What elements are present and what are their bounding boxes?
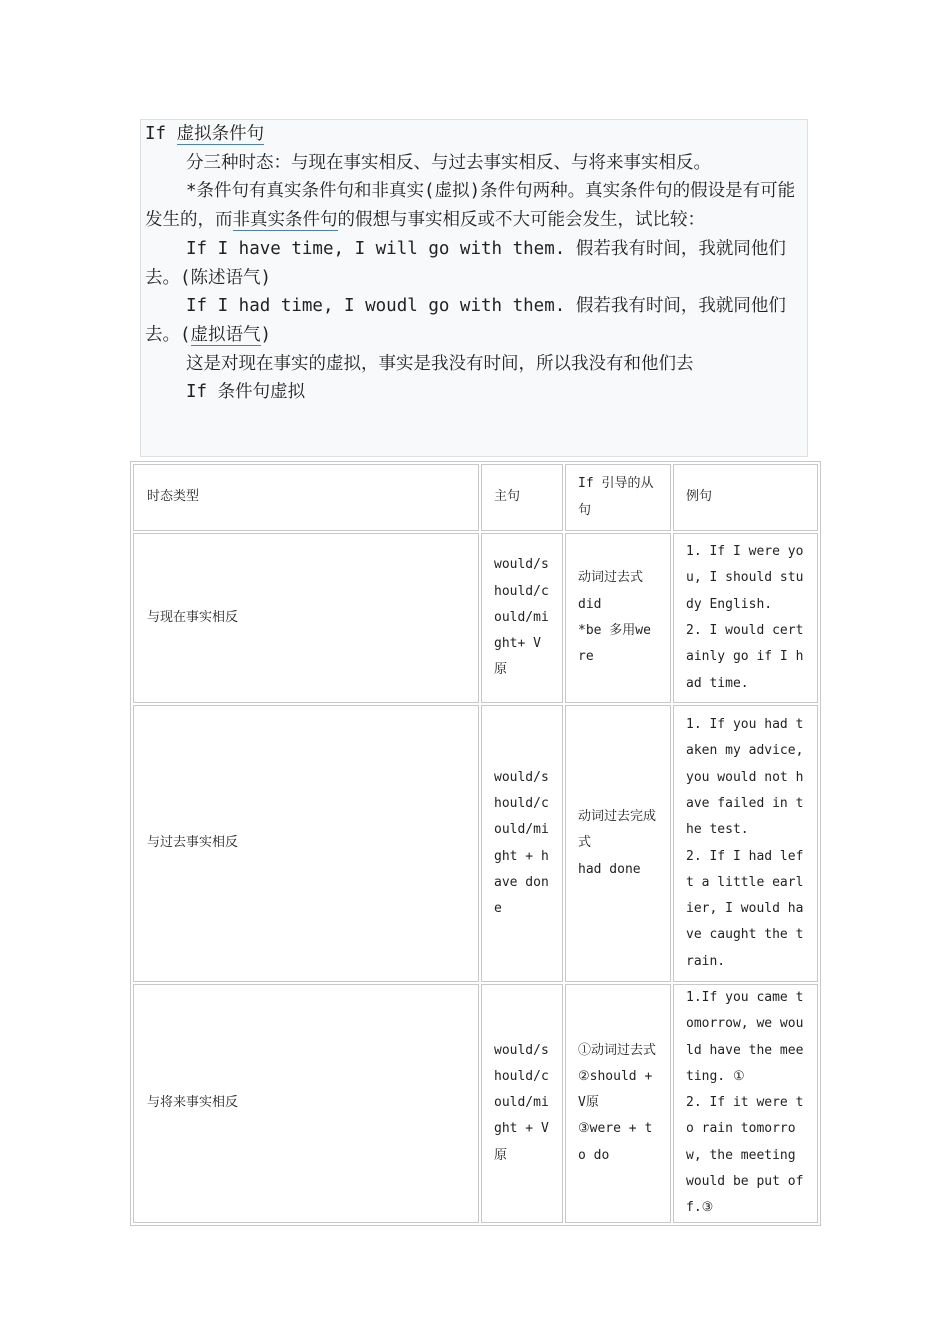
cell-examples: 1.If you came tomorrow, we would have the meeting. ① 2. If it were to rain tomorrow, the meeting would be put off.③: [673, 984, 818, 1223]
cell-examples: 1. If you had taken my advice, you would not have failed in the test. 2. If I had left a little earlier, I would have caught the train.: [673, 705, 818, 982]
table-row: [133, 705, 818, 982]
cell-if-clause: ①动词过去式 ②should +V原 ③were + to do: [565, 984, 671, 1223]
header-if-clause: If 引导的从句: [565, 464, 671, 531]
intro-example-subjunctive: If I had time, I woudl go with them. 假若我有时间，我就同他们去。(虚拟语气): [145, 296, 786, 345]
cell-if-clause: 动词过去完成式 had done: [565, 705, 671, 982]
intro-heading: If 条件句虚拟: [186, 382, 306, 403]
header-examples: 例句: [673, 464, 818, 531]
header-tense-type: 时态类型: [133, 464, 479, 531]
intro-example-indicative: If I have time, I will go with them. 假若我有时间，我就同他们去。(陈述语气): [145, 238, 786, 288]
intro-box: [140, 119, 808, 457]
intro-note: 这是对现在事实的虚拟，事实是我没有时间，所以我没有和他们去: [186, 353, 694, 374]
tense-table: [130, 461, 821, 1226]
cell-main-clause: would/should/could/might + have done: [481, 705, 563, 982]
header-main-clause: 主句: [481, 464, 563, 531]
intro-title: If 虚拟条件句: [145, 124, 265, 144]
cell-tense-type: 与过去事实相反: [133, 705, 479, 982]
intro-tenses-line: 分三种时态：与现在事实相反、与过去事实相反、与将来事实相反。: [186, 152, 711, 173]
cell-tense-type: 与将来事实相反: [133, 984, 479, 1223]
table-header-row: [133, 464, 818, 531]
intro-conditional-explanation: *条件句有真实条件句和非真实(虚拟)条件句两种。真实条件句的假设是有可能发生的，而非真实条件句的假想与事实相反或不大可能会发生，试比较：: [145, 181, 796, 231]
table-row: [133, 984, 818, 1223]
link-unreal-conditional[interactable]: 非真实条件句: [232, 210, 338, 231]
link-subjunctive-mood[interactable]: 虚拟语气: [190, 324, 261, 345]
cell-examples: 1. If I were you, I should study English. 2. I would certainly go if I had time.: [673, 533, 818, 703]
cell-if-clause: 动词过去式 did *be 多用were: [565, 533, 671, 703]
link-subjunctive-conditional[interactable]: 虚拟条件句: [176, 124, 265, 144]
cell-main-clause: would/should/could/might + V原: [481, 984, 563, 1223]
cell-main-clause: would/should/could/might+ V原: [481, 533, 563, 703]
cell-tense-type: 与现在事实相反: [133, 533, 479, 703]
table-row: [133, 533, 818, 703]
